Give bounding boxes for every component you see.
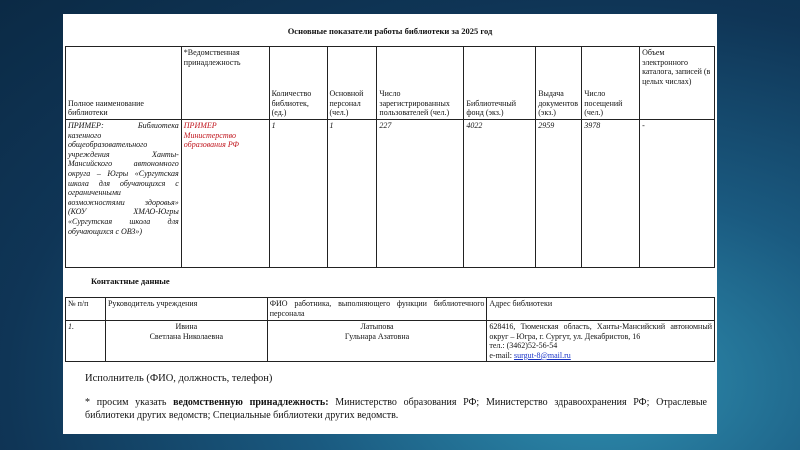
cell-affiliation: ПРИМЕР Министерство образования РФ xyxy=(181,120,269,268)
cell-employee xyxy=(267,321,487,362)
executor-line: Исполнитель (ФИО, должность, телефон) xyxy=(85,373,273,384)
contacts-table xyxy=(65,297,715,362)
footnote-rest: Министерство образования РФ; Министерство здравоохранения РФ; Отраслевые библиотеки других ведомств; Специальные библиотеки других ведомств. xyxy=(85,397,707,421)
cell-users: 227 xyxy=(377,120,464,268)
contacts-header-row xyxy=(66,298,715,321)
header-staff: Основной персонал (чел.) xyxy=(327,47,377,120)
header-employee: ФИО работника, выполняющего функции библиотечного персонала xyxy=(267,298,487,321)
header-count: Количество библиотек, (ед.) xyxy=(269,47,327,120)
header-users: Число зарегистрированных пользователей (чел.) xyxy=(377,47,464,120)
cell-head xyxy=(105,321,267,362)
header-catalog: Объем электронного каталога, записей (в целых числах) xyxy=(640,47,715,120)
table-row xyxy=(66,321,715,362)
cell-name: ПРИМЕР: Библиотека казенного общеобразовательного учреждения Ханты-Мансийского автономного округа – Югры «Сургутская школа для обучающихся с ограниченными возможностями здоровья» (КОУ ХМАО-Югры «Сургутская школа для обучающихся с ОВЗ») xyxy=(66,120,182,268)
head-name: Светлана Николаевна xyxy=(149,331,224,341)
address-text: 628416, Тюменская область, Ханты-Мансийский автономный округ – Югра, г. Сургут, ул. Декабристов, 16 xyxy=(489,322,712,341)
header-name: Полное наименование библиотеки xyxy=(66,47,182,120)
header-address: Адрес библиотеки xyxy=(487,298,715,321)
header-num: № п/п xyxy=(66,298,106,321)
document-title: Основные показатели работы библиотеки за 2025 год xyxy=(287,26,493,36)
header-visits: Число посещений (чел.) xyxy=(582,47,640,120)
footnote-prefix: * просим указать xyxy=(85,397,174,408)
contacts-title: Контактные данные xyxy=(91,276,170,286)
header-fund: Библиотечный фонд (экз.) xyxy=(464,47,536,120)
header-affiliation: *Ведомственная принадлежность xyxy=(181,47,269,120)
cell-catalog: - xyxy=(640,120,715,268)
cell-count: 1 xyxy=(269,120,327,268)
cell-staff: 1 xyxy=(327,120,377,268)
footnote-bold: ведомственную принадлежность: xyxy=(173,397,329,408)
table-row xyxy=(66,120,715,268)
cell-num: 1. xyxy=(66,321,106,362)
indicators-table xyxy=(65,46,715,268)
indicators-header-row xyxy=(66,47,715,120)
cell-issue: 2959 xyxy=(536,120,582,268)
footnote xyxy=(85,396,707,422)
header-issue: Выдача документов (экз.) xyxy=(536,47,582,120)
cell-visits: 3978 xyxy=(582,120,640,268)
cell-address xyxy=(487,321,715,362)
header-head: Руководитель учреждения xyxy=(105,298,267,321)
document-page xyxy=(63,14,717,434)
employee-name: Гульнара Азатовна xyxy=(344,331,410,341)
employee-surname: Латыпова xyxy=(360,322,394,331)
head-surname: Ивина xyxy=(175,322,198,331)
phone-text: тел.: (3462)52-56-54 xyxy=(489,341,558,351)
cell-fund: 4022 xyxy=(464,120,536,268)
email-line xyxy=(489,351,712,361)
email-label: e-mail: xyxy=(489,350,515,360)
email-link[interactable]: surgut-8@mail.ru xyxy=(514,350,571,360)
